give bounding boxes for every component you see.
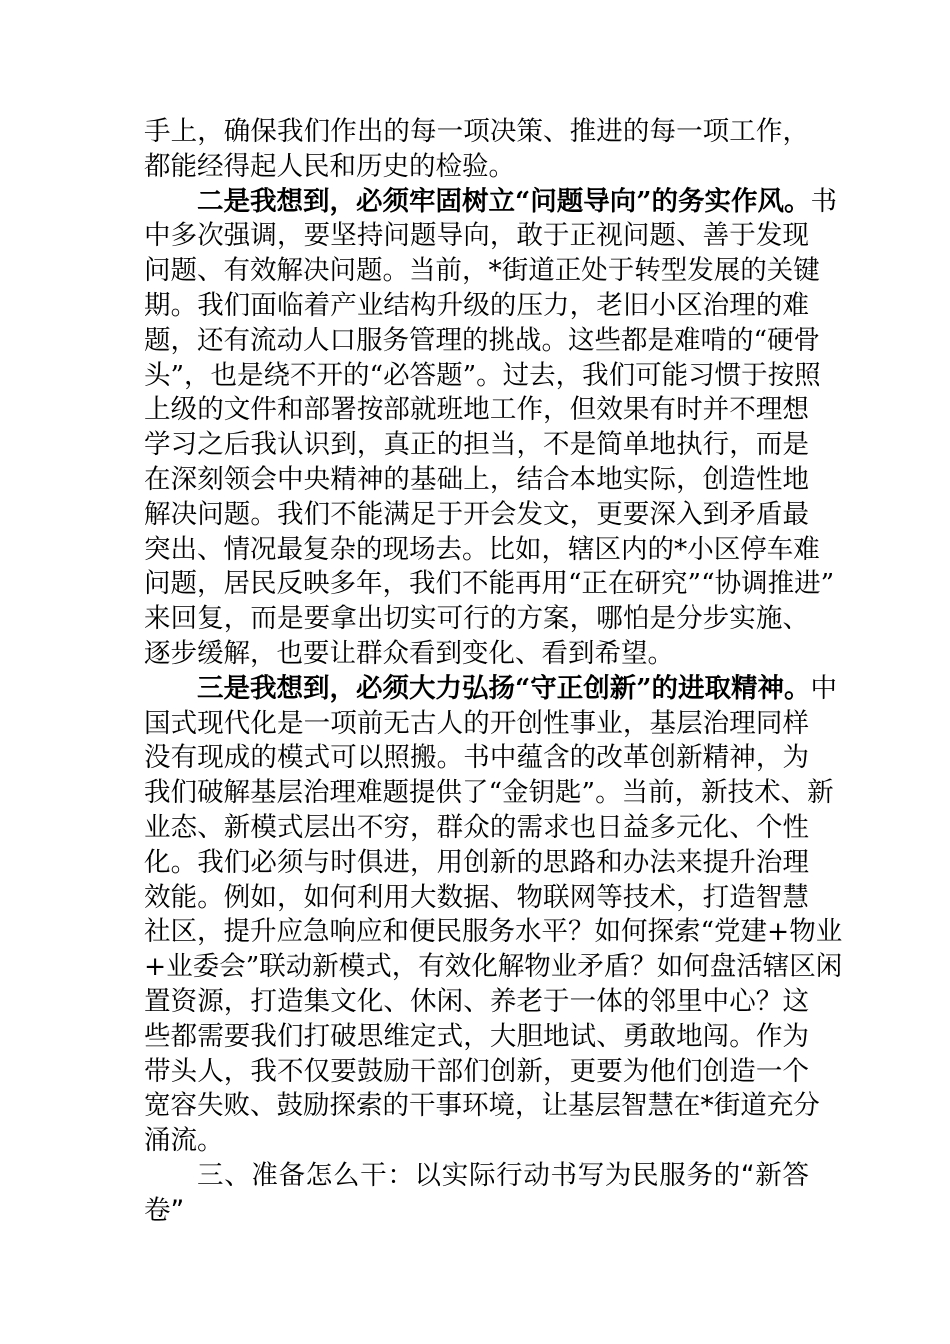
text-line bbox=[144, 393, 809, 428]
text-line bbox=[144, 219, 809, 254]
line-text: +业委会”联动新模式，有效化解物业矛盾？如何盘活辖区闲 bbox=[144, 951, 843, 983]
text-line bbox=[144, 1020, 809, 1055]
line-text: 国式现代化是一项前无古人的开创性事业，基层治理同样 bbox=[144, 707, 809, 739]
text-line bbox=[144, 185, 837, 220]
text-line bbox=[144, 776, 834, 811]
paragraph-p3 bbox=[144, 672, 843, 1159]
text-line bbox=[144, 533, 820, 568]
text-line bbox=[144, 1089, 820, 1124]
text-line bbox=[144, 324, 821, 359]
text-line bbox=[144, 1194, 809, 1229]
line-text: 化。我们必须与时俱进，用创新的思路和办法来提升治理 bbox=[144, 846, 809, 878]
text-line bbox=[144, 359, 821, 394]
line-text: 在深刻领会中央精神的基础上，结合本地实际，创造性地 bbox=[144, 463, 809, 495]
line-text: 宽容失败、鼓励探索的干事环境，让基层智慧在*街道充分 bbox=[144, 1090, 820, 1122]
paragraph-p2 bbox=[144, 185, 837, 672]
line-text: 些都需要我们打破思维定式，大胆地试、勇敢地闯。作为 bbox=[144, 1020, 809, 1052]
text-line bbox=[144, 950, 843, 985]
text-line bbox=[144, 707, 809, 742]
line-text: 学习之后我认识到，真正的担当，不是简单地执行，而是 bbox=[144, 429, 809, 461]
text-line bbox=[144, 428, 809, 463]
paragraph-lead-heading: 二是我想到，必须牢固树立“问题导向”的务实作风。 bbox=[197, 185, 811, 217]
text-line bbox=[144, 602, 809, 637]
paragraph-lead-heading: 三是我想到，必须大力弘扬“守正创新”的进取精神。 bbox=[197, 672, 811, 704]
line-text: 问题，居民反映多年，我们不能再用“正在研究”“协调推进” bbox=[144, 568, 835, 600]
line-text: 卷” bbox=[144, 1194, 185, 1226]
text-line bbox=[144, 846, 809, 881]
line-text: 突出、情况最复杂的现场去。比如，辖区内的*小区停车难 bbox=[144, 533, 820, 565]
text-line bbox=[144, 881, 809, 916]
line-text: 书 bbox=[810, 185, 837, 217]
text-line bbox=[144, 254, 820, 289]
paragraph-p1 bbox=[144, 115, 809, 185]
line-text: 头”，也是绕不开的“必答题”。过去，我们可能习惯于按照 bbox=[144, 359, 821, 391]
line-text: 没有现成的模式可以照搬。书中蕴含的改革创新精神，为 bbox=[144, 742, 809, 774]
line-text: 问题、有效解决问题。当前，*街道正处于转型发展的关键 bbox=[144, 255, 820, 287]
text-line bbox=[144, 567, 835, 602]
line-text: 上级的文件和部署按部就班地工作，但效果有时并不理想 bbox=[144, 394, 809, 426]
line-text: 中 bbox=[810, 672, 837, 704]
text-line bbox=[144, 915, 843, 950]
line-text: 三、准备怎么干：以实际行动书写为民服务的“新答 bbox=[197, 1159, 809, 1191]
line-text: 手上，确保我们作出的每一项决策、推进的每一项工作， bbox=[144, 116, 809, 147]
text-line bbox=[144, 985, 809, 1020]
text-line bbox=[144, 1055, 809, 1090]
text-line bbox=[144, 463, 809, 498]
text-line bbox=[144, 498, 809, 533]
text-line bbox=[144, 637, 809, 672]
text-line bbox=[144, 1124, 809, 1159]
line-text: 来回复，而是要拿出切实可行的方案，哪怕是分步实施、 bbox=[144, 603, 809, 635]
line-text: 社区，提升应急响应和便民服务水平？如何探索“党建+物业 bbox=[144, 916, 843, 948]
line-text: 解决问题。我们不能满足于开会发文，更要深入到矛盾最 bbox=[144, 498, 809, 530]
line-text: 中多次强调，要坚持问题导向，敢于正视问题、善于发现 bbox=[144, 220, 809, 252]
line-text: 置资源，打造集文化、休闲、养老于一体的邻里中心？这 bbox=[144, 985, 809, 1017]
text-line bbox=[144, 150, 809, 185]
line-text: 题，还有流动人口服务管理的挑战。这些都是难啃的“硬骨 bbox=[144, 324, 821, 356]
line-text: 我们破解基层治理难题提供了“金钥匙”。当前，新技术、新 bbox=[144, 777, 834, 809]
line-text: 都能经得起人民和历史的检验。 bbox=[144, 150, 515, 182]
document-body bbox=[144, 115, 843, 1229]
text-line bbox=[144, 289, 809, 324]
text-line bbox=[144, 672, 837, 707]
line-text: 期。我们面临着产业结构升级的压力，老旧小区治理的难 bbox=[144, 289, 809, 321]
line-text: 逐步缓解，也要让群众看到变化、看到希望。 bbox=[144, 637, 674, 669]
line-text: 涌流。 bbox=[144, 1125, 224, 1157]
text-line bbox=[144, 1159, 809, 1194]
text-line bbox=[144, 741, 809, 776]
line-text: 效能。例如，如何利用大数据、物联网等技术，打造智慧 bbox=[144, 881, 809, 913]
text-line bbox=[144, 115, 809, 150]
text-line bbox=[144, 811, 809, 846]
line-text: 业态、新模式层出不穷，群众的需求也日益多元化、个性 bbox=[144, 811, 809, 843]
line-text: 带头人，我不仅要鼓励干部们创新，更要为他们创造一个 bbox=[144, 1055, 809, 1087]
paragraph-p4 bbox=[144, 1159, 809, 1229]
